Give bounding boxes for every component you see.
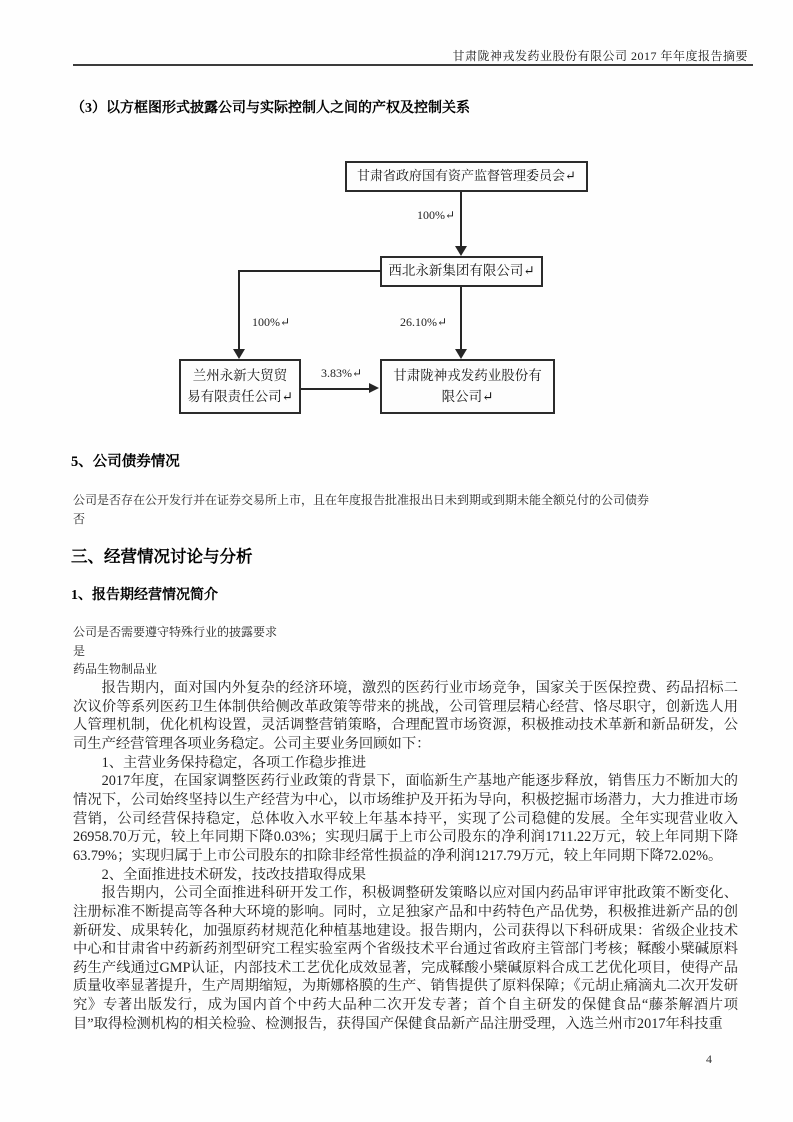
chart-edge-group-trading-vertical: [238, 270, 240, 349]
chart-edge-group-listed: [460, 287, 462, 349]
body-paragraph: 1、主营业务保持稳定，各项工作稳步推进: [101, 754, 367, 771]
chart-node-label: 甘肃省政府国有资产监督管理委员会↵: [357, 168, 576, 183]
header-divider: [73, 64, 753, 66]
body-paragraph: 报告期内，公司全面推进科研开发工作，积极调整研发策略以应对国内药品审评审批政策不断变化、注册标准不断提高等各种大环境的影响。同时，立足独家产品和中药特色产品优势，积极推进新产品的创新研发、成果转化，加强原药材规范化种植基地建设。报告期内，公司获得以下科研成果：省级企业技术中心和甘肃省中药新药剂型研究工程实验室两个省级技术平台通过省政府主管部门考核；鞣酸小檗碱原料药生产线通过GMP认证，内部技术工艺优化成效显著，完成鞣酸小檗碱原料合成工艺优化项目，使得产品质量收率显著提升，生产周期缩短，为斯娜格膜的生产、销售提供了原料保障；《元胡止痛滴丸二次开发研究》专著出版发行，成为国内首个中药大品种二次开发专著；首个自主研发的保健食品“藤茶解酒片项目”取得检测机构的相关检验、检测报告，获得国产保健食品新产品注册受理，入选兰州市2017年科技重: [73, 885, 738, 1032]
special-disclosure-question: 公司是否需要遵守特殊行业的披露要求: [73, 625, 278, 639]
chart-edge-controller-group: [460, 192, 462, 247]
chart-edge-label: 26.10%↵: [400, 315, 448, 329]
chart-node-label: 兰州永新大贸贸: [192, 368, 288, 383]
section3-heading: （3）以方框图形式披露公司与实际控制人之间的产权及控制关系: [71, 101, 470, 116]
chart-node-trading: [179, 359, 301, 414]
discussion-subheading: 1、报告期经营情况简介: [71, 588, 218, 603]
special-disclosure-answer: 是: [73, 643, 86, 658]
body-paragraph: 报告期内，面对国内外复杂的经济环境，激烈的医药行业市场竞争，国家关于医保控费、药品招标二次议价等系列医药卫生体制供给侧改革政策等带来的挑战，公司管理层精心经营、恪尽职守，创新选人用人管理机制，优化机构设置，灵活调整营销策略，合理配置市场资源，积极推动技术革新和新品研发，公司生产经营管理各项业务稳定。公司主要业务回顾如下：: [73, 679, 738, 752]
bond-question: 公司是否存在公开发行并在证券交易所上市，且在年度报告批准报出日未到期或到期未能全额兑付的公司债券: [73, 493, 650, 507]
page-number: 4: [706, 1052, 712, 1066]
chart-edge-trading-listed: [301, 388, 370, 390]
chart-edge-label: 100%↵: [252, 315, 291, 329]
arrow-down-icon: [455, 349, 467, 359]
chart-node-label: 甘肃陇神戎发药业股份有: [393, 368, 542, 383]
chart-node-group: [380, 256, 543, 287]
chart-node-label: 易有限责任公司↵: [187, 389, 293, 404]
arrow-down-icon: [233, 349, 245, 359]
body-paragraph: 2、全面推进技术研发，技改技措取得成果: [101, 866, 367, 883]
section5-heading: 5、公司债券情况: [71, 454, 180, 470]
page-header-title: 甘肃陇神戎发药业股份有限公司 2017 年年度报告摘要: [452, 49, 748, 63]
chart-node-controller: [345, 161, 588, 192]
discussion-heading: 三、经营情况讨论与分析: [71, 547, 253, 566]
arrow-right-icon: [369, 383, 379, 393]
chart-node-label: 西北永新集团有限公司↵: [388, 263, 535, 278]
chart-edge-label: 3.83%↵: [321, 366, 363, 380]
chart-edge-label: 100%↵: [417, 208, 456, 222]
body-paragraph: 2017年度，在国家调整医药行业政策的背景下，面临新生产基地产能逐步释放，销售压力不断加大的情况下，公司始终坚持以生产经营为中心，以市场维护及开拓为导向，积极挖掘市场潜力，大力推进市场营销，公司经营保持稳定，总体收入水平较上年基本持平，实现了公司稳健的发展。全年实现营业收入26958.70万元，较上年同期下降0.03%；实现归属于上市公司股东的净利润1711.22万元，较上年同期下降63.79%；实现归属于上市公司股东的扣除非经常性损益的净利润1217.79万元，较上年同期下降72.02%。: [73, 773, 738, 864]
chart-node-label: 限公司↵: [441, 389, 494, 404]
chart-node-listed-company: [380, 359, 555, 414]
main-text: [73, 623, 738, 1033]
industry-label: 药品生物制品业: [73, 662, 158, 677]
arrow-down-icon: [455, 246, 467, 256]
chart-edge-group-trading-horizontal: [238, 270, 381, 272]
bond-answer: 否: [73, 512, 86, 526]
